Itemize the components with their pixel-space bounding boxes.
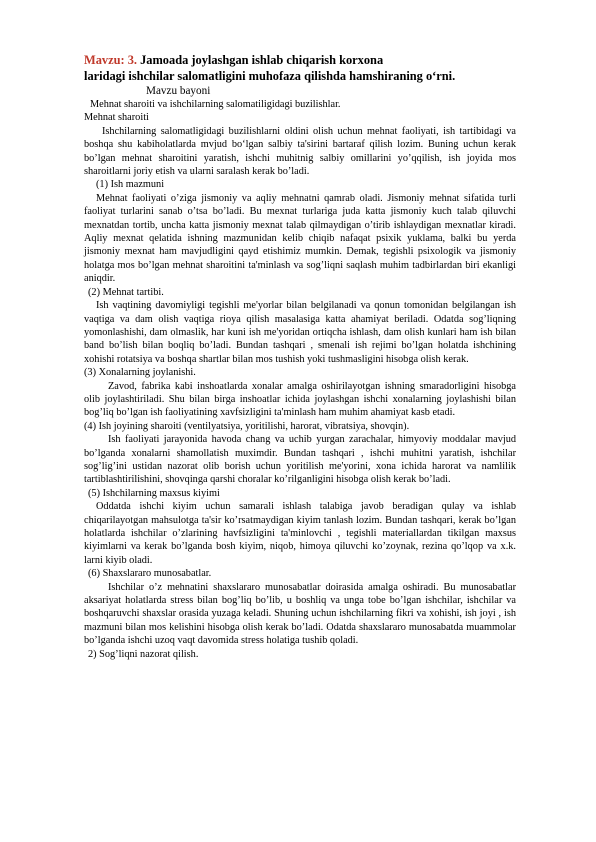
section-heading-5: (5) Ishchilarning maxsus kiyimi [88,487,220,499]
document-page [84,52,516,661]
section-heading-2: (2) Mehnat tartibi. [88,286,164,298]
title-line-1: Jamoada joylashgan ishlab chiqarish korxona [137,53,384,67]
section-heading-3: (3) Xonalarning joylanishi. [84,367,196,379]
paragraph-body: Ish vaqtining davomiyligi tegishli me'yorlar bilan belgilanadi va qonun tomonidan belgilangan ish vaqtiga va dam olish vaqtiga rioya qilish masalasiga katta ahamiyat beriladi. Odatda sog’liqning yomonlashishi, dam olmaslik, har kuni ish me'yoridan ortiqcha ishlash, dam olish kunlari ham ish bilan band bo’lish bilan boqliq bo’ladi. Bundan tashqari , smenali ish rejimi bo’lgan holatda ishchining xohishi rotatsiya va boshqa shartlar bilan mos tushish yoki tushmasligini hisobga olish kerak. [84,300,516,365]
section-heading-working-conditions: Mehnat sharoiti [84,112,149,124]
title-topic-label: Mavzu: 3. [84,53,137,67]
document-title [84,52,516,84]
plan-heading: Mavzu bayoni [146,85,211,97]
paragraph-body: Mehnat faoliyati o’ziga jismoniy va aqliy mehnatni qamrab oladi. Jismoniy mehnat sifatida turli faoliyat turlarini sanab o’tsa bo’ladi. Bu mexnat turlariga juda katta jismoniy kuch talab qiluvchi mexnatdan tortib, uncha katta jismoniy mexnat talab qilmaydigan o’tirib ishlaydigan mexnatlar kiradi. Aqliy mexnat qelatida ishning mazmunidan kelib chiqib nafaqat psixik yuklama, balki bu yerda jismoniy mexnat ham mavjudligini qayd etishimiz mumkin. Demak, tegishli psixologik va jismoniy holatga mos bo’lgan mehnat sharoitini ta'minlash va sog’liqni saqlash muhim tadbirlardan biri ekanligi aniqdir. [84,192,516,285]
section-heading-1: (1) Ish mazmuni [96,179,165,191]
paragraph-intro: Mehnat sharoiti va ishchilarning salomatiligidagi buzilishlar. [90,99,341,110]
title-line-2: laridagi ishchilar salomatligini muhofaza qilishda hamshiraning o‘rni. [84,69,456,83]
paragraph-body: Ishchilar o’z mehnatini shaxslararo munosabatlar doirasida amalga oshiradi. Bu munosabatlar aksariyat holatlarda stress bilan bog’liq bo’lib, u boshliq va unga tobe bo’lgan ishchilar, ishchilar va boshqaruvchi shaxslar orasida yuzaga keladi. Shuning uchun ishchilarning fikri va xohishi, ish joyi , ish mazmuni bilan mos kelishini hisobga olish kerak bo’ladi. Odatda shaxslararo munosabatda muammolar bo’lganda ishchi uzoq vaqt davomida stress holatiga tushib qoladi. [84,581,516,647]
paragraph-body: Ish faoliyati jarayonida havoda chang va uchib yurgan zarachalar, himyoviy moddalar mavjud bo’lganda xonalarni shamollatish muximdir. Bundan tashqari , ishchi muhitni yaratish, ishchilar sog’lig’ini ustidan nazorat olib borish uchun yoritilish me'yorini, xona ichida harorat va namlilik tartiblashtirilishini, shovqinga qarshi choralar ko’rilganligini hisobga olish kerak bo’ladi. [84,434,516,486]
section-heading-health-control: 2) Sog’liqni nazorat qilish. [88,648,199,660]
paragraph-body: Oddatda ishchi kiyim uchun samarali ishlash talabiga javob beradigan qulay va ishlab chiqarilayotgan mahsulotga ta'sir ko’rsatmaydigan kiyim tanlash lozim. Bundan tashqari, kerak bo’lgan holatlarda ishchilar o’zlarining havfsizligini ta'minlovchi , tegishli materiallardan tikilgan maxsus kiyimlarni va kerak bo’lganda bosh kiyim, niqob, himoya qiluvchi ko’zoynak, rezina qo’lqop va x.k. larni kiyib oladi. [84,501,516,566]
section-heading-4: (4) Ish joyining sharoiti (ventilyatsiya, yoritilishi, harorat, vibratsiya, shovqin). [84,420,410,432]
paragraph-body: Zavod, fabrika kabi inshoatlarda xonalar amalga oshirilayotgan ishning smaradorligini hisobga olib joylashtiriladi. Shu bilan birga inshoatlar ichida joylashgan ishchi xonalarning joylashishi bilan bog’liq bo’lgan ish faoliyatining xavfsizligini ta'minlash ham muhim ahamiyat kasb etadi. [84,380,516,419]
paragraph-body: Ishchilarning salomatligidagi buzilishlarni oldini olish uchun mehnat faoliyati, ish tartibidagi va boshqa shu kabiholatlarda mvjud bo‘lgan salbiy ta'sirini bartaraf qilish lozim. Buning uchun kerak bo’lgan mehnat sharoitini yaratish, ishchi muhitnig salbiy omillarini yo’qqilish, ish joyida mos sharoitlarni joriy etish va ularni saralash kerak bo’ladi. [84,125,516,178]
section-heading-6: (6) Shaxslararo munosabatlar. [88,568,212,580]
